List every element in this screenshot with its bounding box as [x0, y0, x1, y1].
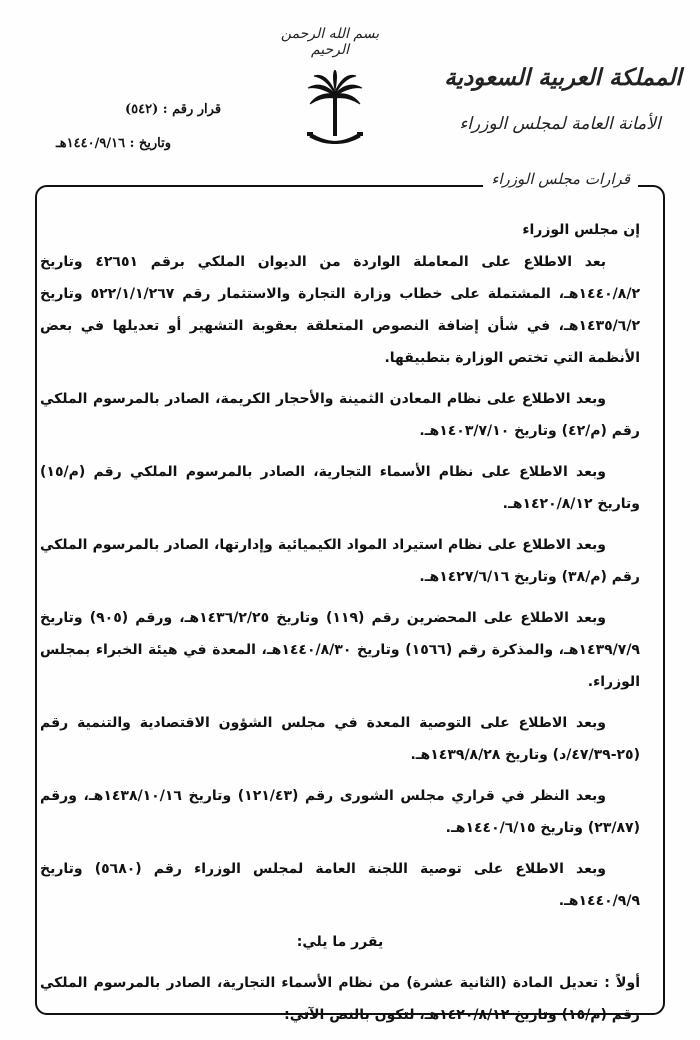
paragraph-1: بعد الاطلاع على المعاملة الواردة من الديوان الملكي برقم ٤٢٦٥١ وتاريخ ١٤٤٠/٨/٢هـ، المشتملة على خطاب وزارة التجارة والاستثمار رقم ٥٢٢/١/١/٢٦٧ وتاريخ ١٤٣٥/٦/٢هـ، في شأن إضافة النصوص المتعلقة بعقوبة التشهير أو تعديلها في بعض الأنظمة التي تختص الوزارة بتطبيقها.: [40, 254, 640, 366]
paragraph-4: وبعد الاطلاع على نظام استيراد المواد الكيميائية وإدارتها، الصادر بالمرسوم الملكي رقم (م/٣٨) وتاريخ ١٤٢٧/٦/١٦هـ.: [40, 537, 640, 585]
basmala: بسم الله الرحمن الرحيم: [280, 26, 380, 58]
decision-date: وتاريخ : ١٤٤٠/٩/١٦هـ: [56, 136, 172, 151]
paragraph-5: وبعد الاطلاع على المحضرين رقم (١١٩) وتاريخ ١٤٣٦/٢/٢٥هـ، ورقم (٩٠٥) وتاريخ ١٤٣٩/٧/٩هـ، والمذكرة رقم (١٥٦٦) وتاريخ ١٤٤٠/٨/٣٠هـ، المعدة في هيئة الخبراء بمجلس الوزراء.: [40, 610, 640, 690]
paragraph-8: وبعد الاطلاع على توصية اللجنة العامة لمجلس الوزراء رقم (٥٦٨٠) وتاريخ ١٤٤٠/٩/٩هـ.: [40, 861, 640, 909]
secretariat-title: الأمانة العامة لمجلس الوزراء: [459, 114, 661, 134]
paragraph-6: وبعد الاطلاع على التوصية المعدة في مجلس الشؤون الاقتصادية والتنمية رقم (٢٥-٤٧/٣٩/د) وتاريخ ١٤٣٩/٨/٢٨هـ.: [40, 715, 640, 763]
kingdom-title: المملكة العربية السعودية: [444, 64, 682, 91]
paragraph-7: وبعد النظر في قراري مجلس الشورى رقم (١٢١/٤٣) وتاريخ ١٤٣٨/١٠/١٦هـ، ورقم (٢٣/٨٧) وتاريخ ١٤٤٠/٦/١٥هـ.: [40, 788, 640, 836]
section-heading: قرارات مجلس الوزراء: [483, 170, 638, 188]
opening-line: إن مجلس الوزراء: [522, 222, 640, 238]
paragraph-3: وبعد الاطلاع على نظام الأسماء التجارية، الصادر بالمرسوم الملكي رقم (م/١٥) وتاريخ ١٤٢٠/٨/١٢هـ.: [40, 464, 640, 512]
paragraph-2: وبعد الاطلاع على نظام المعادن الثمينة والأحجار الكريمة، الصادر بالمرسوم الملكي رقم (م/٤٢) وتاريخ ١٤٠٣/٧/١٠هـ.: [40, 391, 640, 439]
palm-swords-emblem: [304, 70, 366, 160]
decision-number: قرار رقم : (٥٤٢): [125, 102, 222, 117]
first-item: أولاً : تعديل المادة (الثانية عشرة) من نظام الأسماء التجارية، الصادر بالمرسوم الملكي رقم (م/١٥) وتاريخ ١٤٢٠/٨/١٢هـ، لتكون بالنص الآتي:: [40, 975, 640, 1023]
decision-body: [40, 214, 640, 1040]
resolves-heading: يقرر ما يلي:: [296, 934, 384, 950]
